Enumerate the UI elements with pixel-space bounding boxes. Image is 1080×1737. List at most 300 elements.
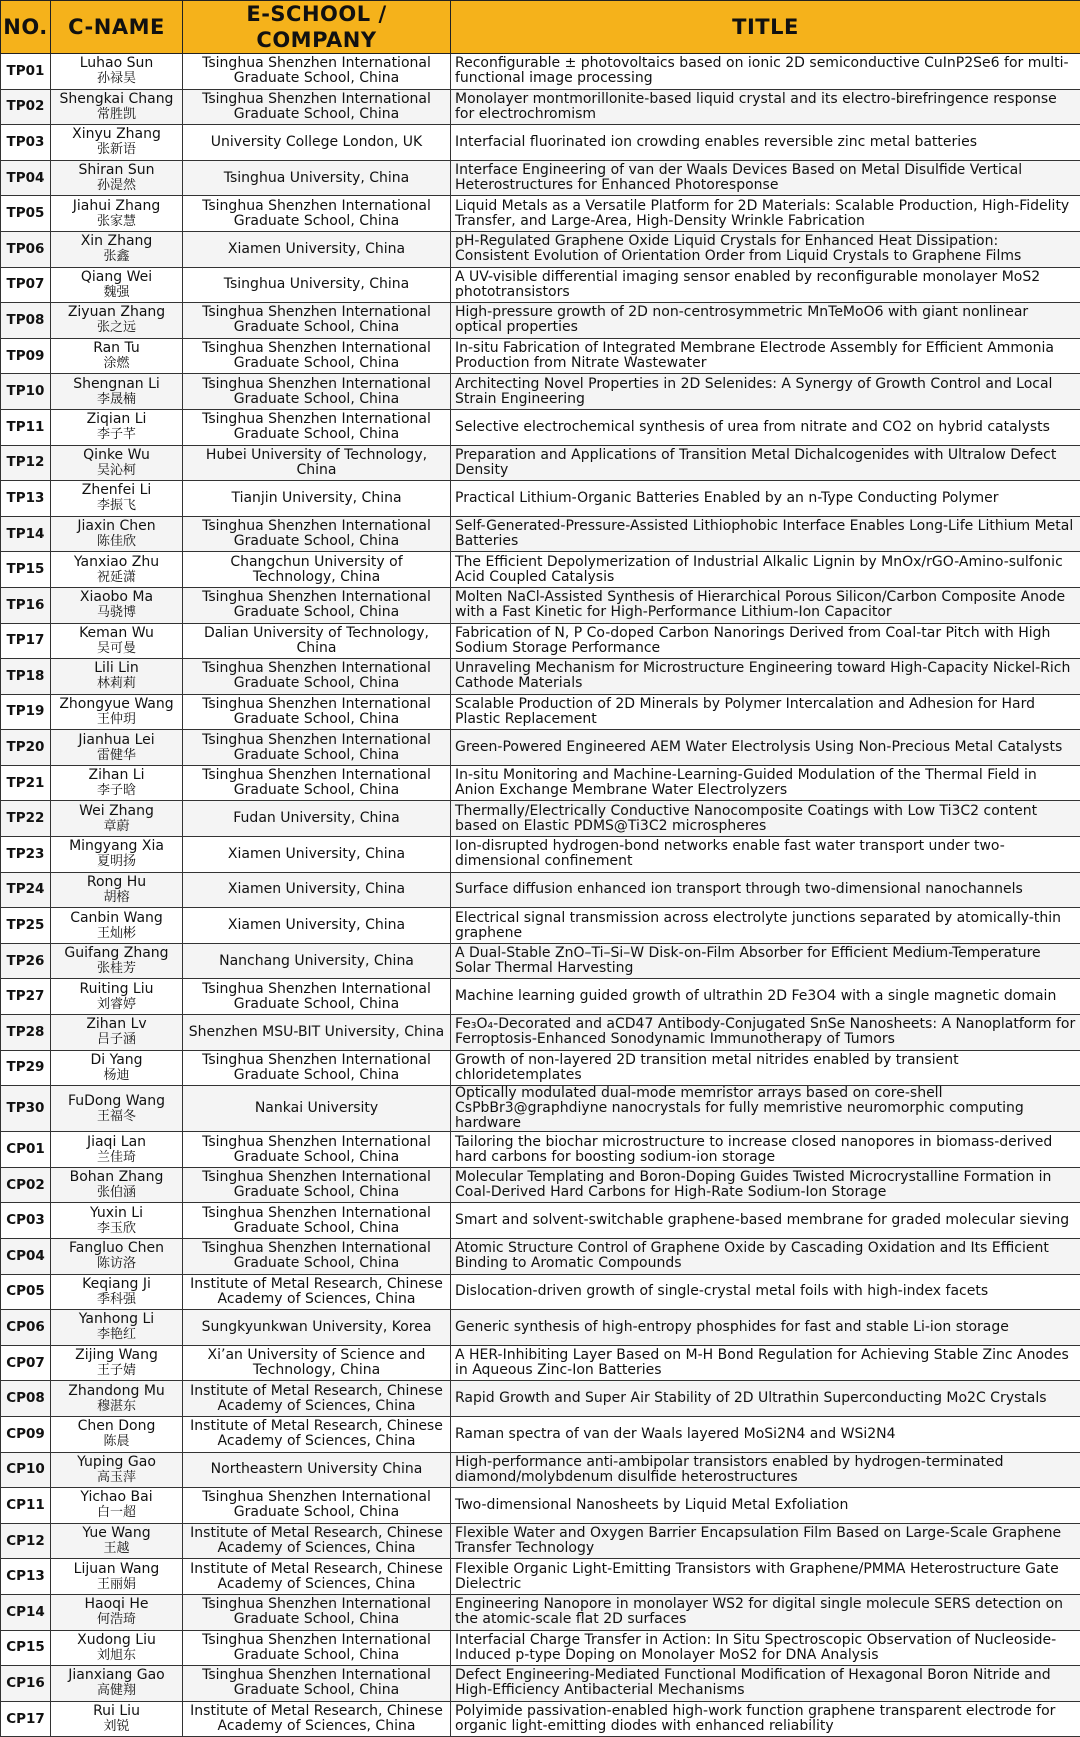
row-school: Tsinghua Shenzhen International Graduate School, China: [183, 659, 451, 695]
name-chinese: 吕子涵: [53, 1032, 180, 1047]
name-chinese: 刘锐: [53, 1719, 180, 1734]
name-chinese: 王丽娟: [53, 1577, 180, 1592]
row-title: In-situ Fabrication of Integrated Membrane Electrode Assembly for Efficient Ammonia Production from Nitrate Wastewater: [451, 338, 1080, 374]
row-number: CP02: [1, 1167, 51, 1203]
name-chinese: 胡榕: [53, 890, 180, 905]
row-number: CP15: [1, 1630, 51, 1666]
table-row: [1, 765, 1080, 801]
row-name: [51, 1381, 183, 1417]
name-english: Shengnan Li: [53, 377, 180, 392]
header-name: C-NAME: [51, 1, 183, 54]
name-chinese: 雷健华: [53, 748, 180, 763]
table-row: [1, 125, 1080, 161]
row-title: Machine learning guided growth of ultrathin 2D Fe3O4 with a single magnetic domain: [451, 979, 1080, 1015]
name-chinese: 张桂芳: [53, 961, 180, 976]
row-school: Hubei University of Technology, China: [183, 445, 451, 481]
row-title: Architecting Novel Properties in 2D Selenides: A Synergy of Growth Control and Local Strain Engineering: [451, 374, 1080, 410]
row-school: Nanchang University, China: [183, 943, 451, 979]
row-name: [51, 374, 183, 410]
name-chinese: 祝延潇: [53, 570, 180, 585]
table-row: [1, 659, 1080, 695]
row-title: In-situ Monitoring and Machine-Learning-Guided Modulation of the Thermal Field in Anion Exchange Membrane Water Electrolyzers: [451, 765, 1080, 801]
row-name: [51, 659, 183, 695]
name-chinese: 林莉莉: [53, 676, 180, 691]
row-school: Institute of Metal Research, Chinese Academy of Sciences, China: [183, 1559, 451, 1595]
row-title: Practical Lithium-Organic Batteries Enabled by an n-Type Conducting Polymer: [451, 481, 1080, 517]
row-name: [51, 1488, 183, 1524]
table-row: [1, 54, 1080, 90]
row-name: [51, 837, 183, 873]
name-chinese: 李艳红: [53, 1327, 180, 1342]
row-name: [51, 1452, 183, 1488]
row-title: Engineering Nanopore in monolayer WS2 for digital single molecule SERS detection on the atomic-scale flat 2D surfaces: [451, 1594, 1080, 1630]
row-school: Tsinghua Shenzhen International Graduate School, China: [183, 1488, 451, 1524]
row-title: Smart and solvent-switchable graphene-based membrane for graded molecular sieving: [451, 1203, 1080, 1239]
row-name: [51, 267, 183, 303]
name-english: Qiang Wei: [53, 270, 180, 285]
name-chinese: 王仲玥: [53, 712, 180, 727]
row-school: Tsinghua Shenzhen International Graduate School, China: [183, 1132, 451, 1168]
table-row: [1, 552, 1080, 588]
name-english: Yichao Bai: [53, 1490, 180, 1505]
row-number: TP23: [1, 837, 51, 873]
name-chinese: 王子婧: [53, 1363, 180, 1378]
row-number: TP22: [1, 801, 51, 837]
row-school: Nankai University: [183, 1086, 451, 1132]
name-chinese: 王灿彬: [53, 926, 180, 941]
row-title: High-performance anti-ambipolar transistors enabled by hydrogen-terminated diamond/molybdenum disulfide heterostructures: [451, 1452, 1080, 1488]
name-english: Qinke Wu: [53, 448, 180, 463]
row-school: Tsinghua Shenzhen International Graduate School, China: [183, 89, 451, 125]
row-number: TP14: [1, 516, 51, 552]
row-title: Defect Engineering-Mediated Functional Modification of Hexagonal Boron Nitride and High-Efficiency Antibacterial Mechanisms: [451, 1666, 1080, 1702]
row-number: CP06: [1, 1310, 51, 1346]
row-school: Institute of Metal Research, Chinese Academy of Sciences, China: [183, 1416, 451, 1452]
row-name: [51, 1203, 183, 1239]
row-number: TP13: [1, 481, 51, 517]
row-name: [51, 801, 183, 837]
table-row: [1, 1345, 1080, 1381]
row-number: TP04: [1, 160, 51, 196]
row-number: TP24: [1, 872, 51, 908]
table-row: [1, 908, 1080, 944]
row-name: [51, 89, 183, 125]
name-chinese: 高玉萍: [53, 1470, 180, 1485]
name-chinese: 陈佳欣: [53, 534, 180, 549]
name-english: Rong Hu: [53, 875, 180, 890]
row-name: [51, 160, 183, 196]
row-number: CP12: [1, 1523, 51, 1559]
table-row: [1, 587, 1080, 623]
name-english: Lili Lin: [53, 661, 180, 676]
row-number: TP26: [1, 943, 51, 979]
name-chinese: 马骁博: [53, 605, 180, 620]
row-number: CP13: [1, 1559, 51, 1595]
row-title: Tailoring the biochar microstructure to increase closed nanopores in biomass-derived hard carbons for boosting sodium-ion storage: [451, 1132, 1080, 1168]
row-school: Tsinghua Shenzhen International Graduate School, China: [183, 516, 451, 552]
row-name: [51, 481, 183, 517]
name-english: Canbin Wang: [53, 911, 180, 926]
row-school: Tianjin University, China: [183, 481, 451, 517]
table-row: [1, 1452, 1080, 1488]
table-row: [1, 303, 1080, 339]
table-row: [1, 1381, 1080, 1417]
row-school: Xiamen University, China: [183, 837, 451, 873]
table-header: [1, 1, 1080, 54]
name-english: Xin Zhang: [53, 234, 180, 249]
row-name: [51, 338, 183, 374]
row-number: TP05: [1, 196, 51, 232]
table-body: [1, 54, 1080, 1737]
name-english: Ran Tu: [53, 341, 180, 356]
row-title: Interfacial fluorinated ion crowding enables reversible zinc metal batteries: [451, 125, 1080, 161]
row-name: [51, 1239, 183, 1275]
table-row: [1, 1132, 1080, 1168]
table-row: [1, 481, 1080, 517]
row-name: [51, 1310, 183, 1346]
name-chinese: 陈晨: [53, 1434, 180, 1449]
row-number: TP30: [1, 1086, 51, 1132]
name-chinese: 孙禄昊: [53, 71, 180, 86]
table-row: [1, 1630, 1080, 1666]
name-english: Zhandong Mu: [53, 1384, 180, 1399]
row-number: TP12: [1, 445, 51, 481]
row-number: TP07: [1, 267, 51, 303]
name-english: Xudong Liu: [53, 1633, 180, 1648]
row-title: Reconfigurable ± photovoltaics based on ionic 2D semiconductive CuInP2Se6 for multi-functional image processing: [451, 54, 1080, 90]
name-chinese: 穆湛东: [53, 1399, 180, 1414]
name-chinese: 王越: [53, 1541, 180, 1556]
row-name: [51, 1666, 183, 1702]
row-school: Tsinghua Shenzhen International Graduate School, China: [183, 1050, 451, 1086]
row-school: Tsinghua Shenzhen International Graduate School, China: [183, 1594, 451, 1630]
row-title: Growth of non-layered 2D transition metal nitrides enabled by transient chloridetemplates: [451, 1050, 1080, 1086]
name-english: Shiran Sun: [53, 163, 180, 178]
row-school: Tsinghua Shenzhen International Graduate School, China: [183, 765, 451, 801]
table-row: [1, 979, 1080, 1015]
name-chinese: 魏强: [53, 285, 180, 300]
name-english: Xinyu Zhang: [53, 127, 180, 142]
row-name: [51, 1416, 183, 1452]
name-english: Jiaxin Chen: [53, 519, 180, 534]
row-title: pH-Regulated Graphene Oxide Liquid Crystals for Enhanced Heat Dissipation: Consistent Evolution of Orientation Order from Liquid Crystals to Graphene Films: [451, 231, 1080, 267]
row-name: [51, 765, 183, 801]
row-number: CP10: [1, 1452, 51, 1488]
row-name: [51, 1345, 183, 1381]
name-english: Haoqi He: [53, 1597, 180, 1612]
name-chinese: 刘旭东: [53, 1648, 180, 1663]
row-number: TP25: [1, 908, 51, 944]
table-row: [1, 89, 1080, 125]
row-title: High-pressure growth of 2D non-centrosymmetric MnTeMoO6 with giant nonlinear optical properties: [451, 303, 1080, 339]
name-chinese: 何浩琦: [53, 1612, 180, 1627]
row-number: TP18: [1, 659, 51, 695]
name-english: Yue Wang: [53, 1526, 180, 1541]
name-chinese: 杨迪: [53, 1068, 180, 1083]
name-english: Ruiting Liu: [53, 982, 180, 997]
table-row: [1, 1050, 1080, 1086]
row-name: [51, 125, 183, 161]
table-row: [1, 694, 1080, 730]
row-name: [51, 1630, 183, 1666]
name-chinese: 白一超: [53, 1505, 180, 1520]
row-name: [51, 552, 183, 588]
row-name: [51, 1050, 183, 1086]
row-name: [51, 409, 183, 445]
row-name: [51, 1559, 183, 1595]
name-chinese: 章蔚: [53, 819, 180, 834]
name-english: Guifang Zhang: [53, 946, 180, 961]
table-row: [1, 801, 1080, 837]
row-number: CP17: [1, 1701, 51, 1737]
row-school: Tsinghua Shenzhen International Graduate School, China: [183, 1239, 451, 1275]
row-name: [51, 694, 183, 730]
table-row: [1, 1666, 1080, 1702]
row-school: Tsinghua Shenzhen International Graduate School, China: [183, 303, 451, 339]
row-number: CP07: [1, 1345, 51, 1381]
row-title: Monolayer montmorillonite-based liquid crystal and its electro-birefringence response for electrochromism: [451, 89, 1080, 125]
name-chinese: 孙湜然: [53, 178, 180, 193]
row-school: Tsinghua Shenzhen International Graduate School, China: [183, 1630, 451, 1666]
row-title: A HER-Inhibiting Layer Based on M-H Bond Regulation for Achieving Stable Zinc Anodes in Aqueous Zinc-Ion Batteries: [451, 1345, 1080, 1381]
row-school: University College London, UK: [183, 125, 451, 161]
row-title: Two-dimensional Nanosheets by Liquid Metal Exfoliation: [451, 1488, 1080, 1524]
row-school: Tsinghua University, China: [183, 160, 451, 196]
row-number: TP03: [1, 125, 51, 161]
row-title: Dislocation-driven growth of single-crystal metal foils with high-index facets: [451, 1274, 1080, 1310]
row-number: TP20: [1, 730, 51, 766]
row-title: Atomic Structure Control of Graphene Oxide by Cascading Oxidation and Its Efficient Binding to Aromatic Compounds: [451, 1239, 1080, 1275]
row-name: [51, 1701, 183, 1737]
row-name: [51, 979, 183, 1015]
name-chinese: 王福冬: [53, 1109, 180, 1124]
name-english: Yanhong Li: [53, 1312, 180, 1327]
row-name: [51, 1523, 183, 1559]
row-name: [51, 445, 183, 481]
row-school: Xi’an University of Science and Technology, China: [183, 1345, 451, 1381]
row-school: Tsinghua Shenzhen International Graduate School, China: [183, 54, 451, 90]
name-english: Jiaqi Lan: [53, 1135, 180, 1150]
row-school: Tsinghua Shenzhen International Graduate School, China: [183, 694, 451, 730]
row-name: [51, 516, 183, 552]
row-number: TP02: [1, 89, 51, 125]
row-title: Self-Generated-Pressure-Assisted Lithiophobic Interface Enables Long-Life Lithium Metal Batteries: [451, 516, 1080, 552]
row-school: Xiamen University, China: [183, 872, 451, 908]
table-row: [1, 1488, 1080, 1524]
name-chinese: 张之远: [53, 320, 180, 335]
row-title: Flexible Organic Light-Emitting Transistors with Graphene/PMMA Heterostructure Gate Dielectric: [451, 1559, 1080, 1595]
row-number: CP11: [1, 1488, 51, 1524]
table-row: [1, 1015, 1080, 1051]
header-title: TITLE: [451, 1, 1080, 54]
table-row: [1, 409, 1080, 445]
table-row: [1, 196, 1080, 232]
table-row: [1, 730, 1080, 766]
row-school: Xiamen University, China: [183, 908, 451, 944]
row-number: TP29: [1, 1050, 51, 1086]
table-row: [1, 1594, 1080, 1630]
row-school: Shenzhen MSU-BIT University, China: [183, 1015, 451, 1051]
row-title: Interfacial Charge Transfer in Action: In Situ Spectroscopic Observation of Nucleoside-Induced p-type Doping on Monolayer MoS2 for DNA Analysis: [451, 1630, 1080, 1666]
name-english: Wei Zhang: [53, 804, 180, 819]
row-number: TP28: [1, 1015, 51, 1051]
row-number: CP01: [1, 1132, 51, 1168]
row-title: Fe₃O₄-Decorated and aCD47 Antibody-Conjugated SnSe Nanosheets: A Nanoplatform for Ferroptosis-Enhanced Sonodynamic Immunotherapy of Tumors: [451, 1015, 1080, 1051]
row-number: TP21: [1, 765, 51, 801]
row-name: [51, 872, 183, 908]
table-row: [1, 267, 1080, 303]
row-number: CP05: [1, 1274, 51, 1310]
row-school: Institute of Metal Research, Chinese Academy of Sciences, China: [183, 1274, 451, 1310]
row-name: [51, 587, 183, 623]
row-number: CP04: [1, 1239, 51, 1275]
name-english: Luhao Sun: [53, 56, 180, 71]
name-chinese: 吴可曼: [53, 641, 180, 656]
row-title: Electrical signal transmission across electrolyte junctions separated by atomically-thin graphene: [451, 908, 1080, 944]
table-row: [1, 1310, 1080, 1346]
row-number: TP17: [1, 623, 51, 659]
row-school: Tsinghua University, China: [183, 267, 451, 303]
row-name: [51, 303, 183, 339]
name-chinese: 李振飞: [53, 498, 180, 513]
row-number: TP11: [1, 409, 51, 445]
row-name: [51, 943, 183, 979]
name-chinese: 张家慧: [53, 214, 180, 229]
row-name: [51, 730, 183, 766]
row-title: Surface diffusion enhanced ion transport through two-dimensional nanochannels: [451, 872, 1080, 908]
name-english: Jianhua Lei: [53, 733, 180, 748]
row-number: CP16: [1, 1666, 51, 1702]
row-number: CP14: [1, 1594, 51, 1630]
row-name: [51, 231, 183, 267]
name-english: Zhongyue Wang: [53, 697, 180, 712]
row-number: TP06: [1, 231, 51, 267]
row-school: Tsinghua Shenzhen International Graduate School, China: [183, 730, 451, 766]
row-title: Generic synthesis of high-entropy phosphides for fast and stable Li-ion storage: [451, 1310, 1080, 1346]
row-school: Tsinghua Shenzhen International Graduate School, China: [183, 409, 451, 445]
row-school: Tsinghua Shenzhen International Graduate School, China: [183, 374, 451, 410]
row-name: [51, 908, 183, 944]
row-number: TP08: [1, 303, 51, 339]
row-title: A Dual-Stable ZnO–Ti–Si–W Disk-on-Film Absorber for Efficient Medium-Temperature Solar Thermal Harvesting: [451, 943, 1080, 979]
name-chinese: 张新语: [53, 142, 180, 157]
row-school: Tsinghua Shenzhen International Graduate School, China: [183, 1167, 451, 1203]
row-school: Northeastern University China: [183, 1452, 451, 1488]
row-title: Unraveling Mechanism for Microstructure Engineering toward High-Capacity Nickel-Rich Cathode Materials: [451, 659, 1080, 695]
name-chinese: 李晟楠: [53, 392, 180, 407]
row-title: Green-Powered Engineered AEM Water Electrolysis Using Non-Precious Metal Catalysts: [451, 730, 1080, 766]
row-name: [51, 1086, 183, 1132]
row-title: Raman spectra of van der Waals layered MoSi2N4 and WSi2N4: [451, 1416, 1080, 1452]
row-number: TP10: [1, 374, 51, 410]
row-title: Ion-disrupted hydrogen-bond networks enable fast water transport under two-dimensional confinement: [451, 837, 1080, 873]
row-title: Preparation and Applications of Transition Metal Dichalcogenides with Ultralow Defect Density: [451, 445, 1080, 481]
table-row: [1, 1167, 1080, 1203]
name-chinese: 李子芊: [53, 427, 180, 442]
row-number: TP01: [1, 54, 51, 90]
row-name: [51, 54, 183, 90]
name-english: Jiahui Zhang: [53, 199, 180, 214]
name-chinese: 李子晗: [53, 783, 180, 798]
row-name: [51, 1274, 183, 1310]
name-english: Zihan Lv: [53, 1017, 180, 1032]
row-school: Institute of Metal Research, Chinese Academy of Sciences, China: [183, 1701, 451, 1737]
row-title: Scalable Production of 2D Minerals by Polymer Intercalation and Adhesion for Hard Plastic Replacement: [451, 694, 1080, 730]
table-row: [1, 837, 1080, 873]
name-english: Fangluo Chen: [53, 1241, 180, 1256]
row-number: TP15: [1, 552, 51, 588]
name-english: Shengkai Chang: [53, 92, 180, 107]
name-english: Bohan Zhang: [53, 1170, 180, 1185]
row-title: The Efficient Depolymerization of Industrial Alkalic Lignin by MnOx/rGO-Amino-sulfonic Acid Coupled Catalysis: [451, 552, 1080, 588]
row-title: Optically modulated dual-mode memristor arrays based on core-shell CsPbBr3@graphdiyne nanocrystals for fully memristive neuromorphic computing hardware: [451, 1086, 1080, 1132]
name-english: Zhenfei Li: [53, 483, 180, 498]
row-number: TP09: [1, 338, 51, 374]
name-english: Zihan Li: [53, 768, 180, 783]
row-title: Molten NaCl-Assisted Synthesis of Hierarchical Porous Silicon/Carbon Composite Anode with a Fast Kinetic for High-Performance Lithium-Ion Capacitor: [451, 587, 1080, 623]
table-row: [1, 1416, 1080, 1452]
name-english: Zijing Wang: [53, 1348, 180, 1363]
table-row: [1, 1523, 1080, 1559]
row-title: Molecular Templating and Boron-Doping Guides Twisted Microcrystalline Formation in Coal-Derived Hard Carbons for High-Rate Sodium-Ion Storage: [451, 1167, 1080, 1203]
row-number: TP16: [1, 587, 51, 623]
name-english: FuDong Wang: [53, 1094, 180, 1109]
name-english: Di Yang: [53, 1053, 180, 1068]
row-school: Tsinghua Shenzhen International Graduate School, China: [183, 1203, 451, 1239]
name-english: Yanxiao Zhu: [53, 555, 180, 570]
row-school: Institute of Metal Research, Chinese Academy of Sciences, China: [183, 1381, 451, 1417]
name-english: Lijuan Wang: [53, 1562, 180, 1577]
row-number: CP09: [1, 1416, 51, 1452]
name-chinese: 兰佳琦: [53, 1150, 180, 1165]
name-chinese: 夏明扬: [53, 854, 180, 869]
row-title: Fabrication of N, P Co-doped Carbon Nanorings Derived from Coal-tar Pitch with High Sodium Storage Performance: [451, 623, 1080, 659]
row-number: TP19: [1, 694, 51, 730]
header-row: [1, 1, 1080, 54]
row-school: Tsinghua Shenzhen International Graduate School, China: [183, 587, 451, 623]
row-school: Dalian University of Technology, China: [183, 623, 451, 659]
row-school: Tsinghua Shenzhen International Graduate School, China: [183, 979, 451, 1015]
name-chinese: 常胜凯: [53, 107, 180, 122]
name-chinese: 陈访洛: [53, 1256, 180, 1271]
table-row: [1, 623, 1080, 659]
header-school: E-SCHOOL / COMPANY: [183, 1, 451, 54]
row-school: Institute of Metal Research, Chinese Academy of Sciences, China: [183, 1523, 451, 1559]
row-name: [51, 623, 183, 659]
row-title: Flexible Water and Oxygen Barrier Encapsulation Film Based on Large-Scale Graphene Transfer Technology: [451, 1523, 1080, 1559]
table-row: [1, 1239, 1080, 1275]
row-school: Xiamen University, China: [183, 231, 451, 267]
row-title: Selective electrochemical synthesis of urea from nitrate and CO2 on hybrid catalysts: [451, 409, 1080, 445]
row-name: [51, 1132, 183, 1168]
row-school: Fudan University, China: [183, 801, 451, 837]
row-school: Changchun University of Technology, China: [183, 552, 451, 588]
table-row: [1, 872, 1080, 908]
row-name: [51, 1167, 183, 1203]
table-row: [1, 338, 1080, 374]
name-english: Rui Liu: [53, 1704, 180, 1719]
table-row: [1, 231, 1080, 267]
row-title: Polyimide passivation-enabled high-work function graphene transparent electrode for organic light-emitting diodes with enhanced reliability: [451, 1701, 1080, 1737]
table-row: [1, 1274, 1080, 1310]
row-number: CP08: [1, 1381, 51, 1417]
name-chinese: 刘睿婷: [53, 997, 180, 1012]
table-row: [1, 160, 1080, 196]
row-school: Sungkyunkwan University, Korea: [183, 1310, 451, 1346]
row-number: TP27: [1, 979, 51, 1015]
table-row: [1, 1559, 1080, 1595]
name-english: Jianxiang Gao: [53, 1668, 180, 1683]
